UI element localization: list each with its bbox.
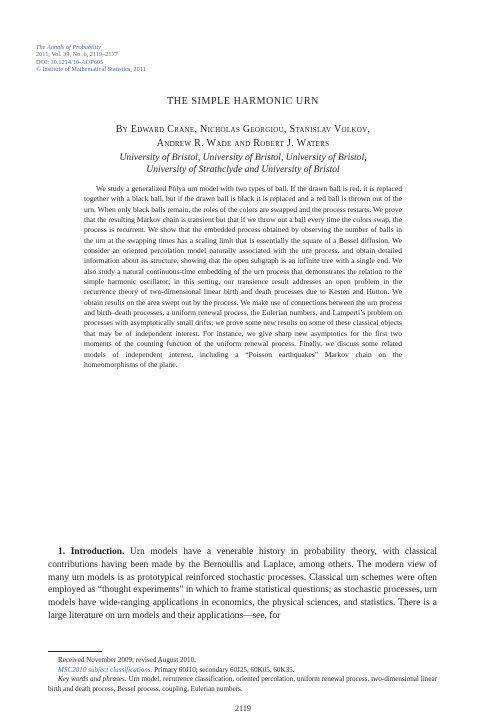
journal-volume: 2011, Vol. 39, No. 6, 2119–2177 xyxy=(36,51,118,59)
paper-title: THE SIMPLE HARMONIC URN xyxy=(167,96,319,107)
msc-label[interactable]: MSC2010 subject classifications. xyxy=(58,665,153,674)
author-line: Andrew R. Wade and Robert J. Waters xyxy=(156,138,330,149)
affiliation-list xyxy=(50,152,436,177)
journal-copyright: © Institute of Mathematical Statistics, 2011 xyxy=(36,65,146,73)
journal-doi[interactable]: DOI: 10.1214/10-AOP605 xyxy=(36,58,104,66)
introduction-paragraph xyxy=(48,546,437,623)
received-note: Received November 2009; revised August 2010. xyxy=(58,656,196,664)
introduction-text: Urn models have a venerable history in probability theory, with classical contributions having been made by the Bernoullis and Laplace, among others. The modern view of many urn models is as prototypical reinforced stochastic processes. Classical urn schemes were often employed as “thought experiments” in which to frame statistical questions; as stochastic processes, urn models have wide-ranging applications in economics, the physical sciences, and statistics. There is a large literature on urn models and their applications—see, for xyxy=(48,547,437,621)
msc-note xyxy=(48,666,437,676)
journal-name[interactable]: The Annals of Probability xyxy=(36,44,101,51)
section-heading: 1. Introduction. xyxy=(58,547,125,557)
affiliation-line: University of Bristol, University of Bristol, University of Bristol, xyxy=(119,152,367,163)
abstract: We study a generalized Pólya urn model with two types of ball. If the drawn ball is red, it is replaced together with a black ball, but if the drawn ball is black it is replaced and a red ball is thrown out of the urn. When only black balls remain, the roles of the colors are swapped and the process restarts. We prove that the resulting Markov chain is transient but that if we throw out a ball every time the colors swap, the process is recurrent. We show that the embedded process obtained by observing the number of balls in the urn at the swapping times has a scaling limit that is essentially the square of a Bessel diffusion. We consider an oriented percolation model naturally associated with the urn process, and obtain detailed information about its structure, showing that the open subgraph is an infinite tree with a single end. We also study a natural continuous-time embedding of the urn process that demonstrates the relation to the simple harmonic oscillator; in this setting, our transience result addresses an open problem in the recurrence theory of two-dimensional linear birth and death processes due to Kesten and Hutton. We obtain results on the area swept out by the process. We make use of connections between the urn process and birth–death processes, a uniform renewal process, the Eulerian numbers, and Lamperti’s problem on processes with asymptotically small drifts; we prove some new results on some of these classical objects that may be of independent interest. For instance, we give sharp new asymptotics for the first two moments of the counting function of the uniform renewal process. Finally, we discuss some related models of independent interest, including a “Poisson earthquakes” Markov chain on the homeomorphisms of the plane. xyxy=(84,184,402,369)
author-line: By Edward Crane, Nicholas Georgiou, Stanislav Volkov, xyxy=(115,124,371,135)
author-list xyxy=(50,123,436,151)
journal-header xyxy=(36,44,296,73)
affiliation-line: University of Strathclyde and University of Bristol xyxy=(146,164,340,176)
keywords-label: Key words and phrases. xyxy=(58,675,127,684)
keywords-text: Urn model, recurrence classification, oriented percolation, uniform renewal process, two-dimensional linear birth and death process, Bessel process, coupling, Eulerian numbers. xyxy=(48,675,438,693)
footnote-rule xyxy=(48,651,102,652)
msc-text: Primary 60J10; secondary 60J25, 60K05, 60K35. xyxy=(154,665,295,674)
keywords-note xyxy=(48,675,437,694)
footnotes xyxy=(48,656,437,694)
page-number: 2119 xyxy=(234,704,252,713)
